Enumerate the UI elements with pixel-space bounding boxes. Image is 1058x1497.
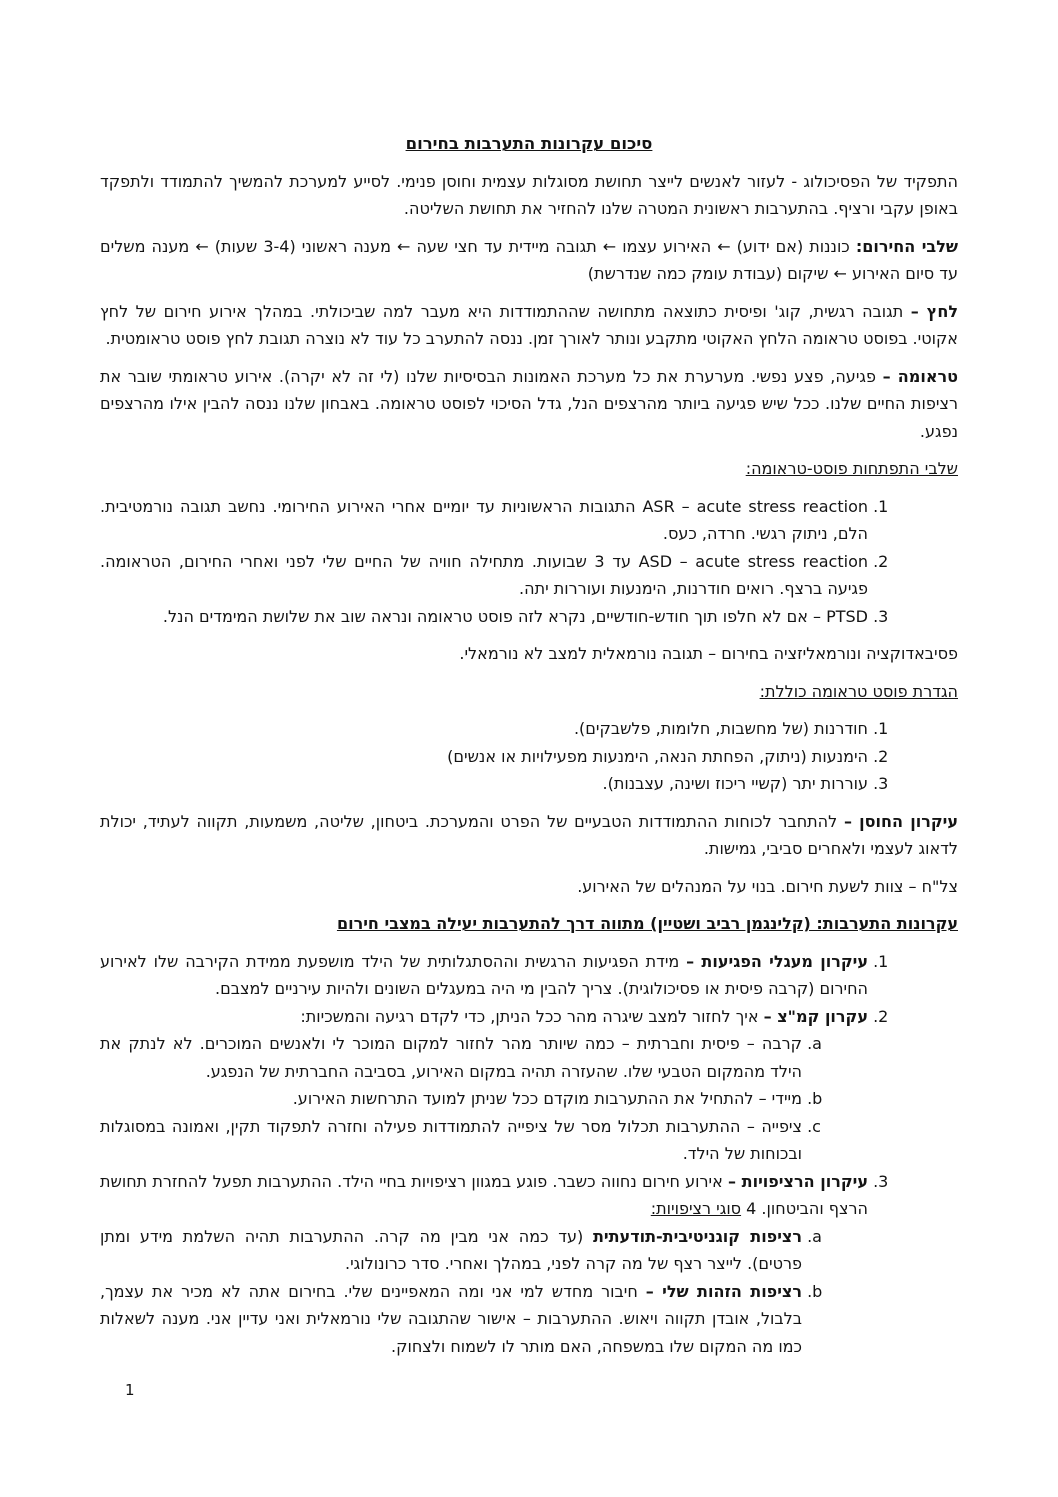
ptsd-development-heading: שלבי התפתחות פוסט-טראומה: [745, 459, 958, 478]
list-item [100, 1030, 802, 1085]
sub-item-lead: רציפות קוגניטיבית-תודעתית [592, 1226, 802, 1246]
paragraph-text: כוננות (אם ידוע) ← האירוע עצמו ← תגובה מיידית עד חצי שעה ← מענה ראשוני (3-4 שעות) ← מענה משלים עד סיום האירוע ← שיקום (עבודת עומק כמה שנדרשת) [100, 236, 958, 283]
list-item [100, 1278, 802, 1361]
list-item [100, 1085, 802, 1113]
principle-text: אירוע חירום נחווה כשבר. פוגע במגוון רציפויות בחיי הילד. ההתערבות תפעל להחזרת תחושת הרצף והביטחון. 4 [100, 1171, 868, 1218]
paragraph-text: להתחבר לכוחות ההתמודדות הטבעיים של הפרט והמערכת. ביטחון, שליטה, משמעות, תקווה לעתיד, יכולת לדאוג לעצמי ולאחרים סביבי, גמישות. [100, 811, 958, 858]
principle-text: מידת הפגיעות הרגשית וההסתגלותית של הילד מושפעת ממידת הקירבה שלו לאירוע החירום (קרבה פיסית או פסיכולוגית). צריך להבין מי היה במעגלים השונים ולהיות עירניים למצבם. [100, 951, 868, 998]
list-item-text: חודרנות (של מחשבות, חלומות, פלשבקים). [573, 719, 868, 738]
continuities-sub-list [100, 1223, 868, 1361]
list-item [100, 1003, 868, 1168]
principle-lead: עיקרון הרציפויות – [728, 1171, 868, 1191]
trauma-definition-paragraph [100, 363, 958, 446]
principle-lead: עקרון קמ"צ – [763, 1006, 868, 1026]
list-item-text: עוררות יתר (קשיי ריכוז ושינה, עצבנות). [602, 774, 868, 793]
list-item [100, 493, 868, 548]
list-item [100, 1113, 802, 1168]
emergency-stages-paragraph [100, 233, 958, 288]
stress-definition-paragraph [100, 298, 958, 353]
sub-item-text: (עד כמה אני מבין מה קרה. ההתערבות תהיה השלמת מידע ומתן פרטים). לייצר רצף של מה קרה לפני, במהלך ואחרי. סדר כרונולוגי. [100, 1226, 802, 1273]
sub-item-lead: רציפות הזהות שלי – [645, 1281, 802, 1301]
document-title: סיכום עקרונות התערבות בחירום [405, 134, 653, 153]
list-item [100, 548, 868, 603]
list-item-text: PTSD – אם לא חלפו תוך חודש-חודשיים, נקרא לזה פוסט טראומה ונראה שוב את שלושת המימדים הנל. [162, 606, 868, 626]
kamatz-sub-list [100, 1030, 868, 1168]
paragraph-text: פגיעה, פצע נפשי. מערערת את כל מערכת האמונות הבסיסיות שלנו (לי זה לא יקרה). אירוע טראומתי שובר את רציפות החיים שלנו. ככל שיש פגיעה ביותר מהרצפים הנל, גדל הסיכוי לפוסט טראומה. באבחון שלנו ננסה להבין אילו מהרצפים נפגע. [100, 366, 958, 441]
paragraph-lead: טראומה – [882, 366, 959, 386]
ptsd-definition-heading: הגדרת פוסט טראומה כוללת: [759, 681, 958, 701]
list-item [100, 770, 868, 798]
sub-item-text: ציפייה – ההתערבות תכלול מסר של ציפייה להתמודדות פעילה וחזרה לתפקוד תקין, ואמונה במסוגלות ובכוחות של הילד. [100, 1116, 802, 1163]
sub-item-text: חיבור מחדש למי אני ומה המאפיינים שלי. בחירום אתה לא מכיר את עצמך, בלבול, אובדן תקווה ויאוש. ההתערבות – אישור שהתגובה שלי נורמאלית ואני עדיין אני. מענה לשאלות כמו מה המקום שלו במשפחה, האם מותר לו לשמוח ולצחוק. [100, 1281, 802, 1356]
psychoeducation-note: פסיבאדוקציה ונורמאליזציה בחירום – תגובה נורמאלית למצב לא נורמאלי. [459, 644, 958, 663]
list-item [100, 715, 868, 743]
ptsd-development-list [100, 493, 958, 631]
list-item [100, 1223, 802, 1278]
principle-text: איך לחזור למצב שיגרה מהר ככל הניתן, כדי לקדם רגיעה והמשכיות: [300, 1006, 764, 1026]
list-item [100, 948, 868, 1003]
paragraph-lead: לחץ – [910, 301, 958, 321]
list-item-text: ASD – acute stress reaction עד 3 שבועות. מתחילה חוויה של החיים שלי לפני ואחרי החירום, הטראומה. פגיעה ברצף. רואים חודרנות, הימנעות ועוררות יתה. [100, 551, 868, 598]
ptsd-definition-list [100, 715, 958, 798]
list-item-text: ASR – acute stress reaction התגובות הראשוניות עד יומיים אחרי האירוע החירומי. נחשב תגובה נורמטיבית. הלם, ניתוק רגשי. חרדה, כעס. [100, 496, 868, 543]
list-item [100, 743, 868, 771]
resilience-principle-paragraph [100, 808, 958, 863]
principle-lead: עיקרון מעגלי הפגיעות – [686, 951, 869, 971]
sub-item-text: קרבה – פיסית וחברתית – כמה שיותר מהר לחזור למקום המוכר לי ולאנשים המוכרים. לא לנתק את הילד מהמקום הטבעי שלו. שהעזרה תהיה במקום האירוע, בסביבה החברתית של הנפגע. [100, 1034, 802, 1081]
paragraph-lead: שלבי החירום: [855, 236, 959, 256]
emergency-team-paragraph: צל"ח – צוות לשעת חירום. בנוי על המנהלים של האירוע. [577, 876, 958, 896]
list-item-text: הימנעות (ניתוק, הפחתת הנאה, הימנעות מפעילויות או אנשים) [447, 746, 868, 766]
intro-paragraph: התפקיד של הפסיכולוג - לעזור לאנשים לייצר תחושת מסוגלות עצמית וחוסן פנימי. לסייע למערכת להמשיך להתמודד ולתפקד באופן עקבי ורציף. בהתערבות ראשונית המטרה שלנו להחזיר את תחושת השליטה. [100, 171, 958, 218]
list-item [100, 603, 868, 631]
paragraph-text: תגובה רגשית, קוג' ופיסית כתוצאה מתחושה שההתמודדות היא מעבר למה שביכולתי. במהלך אירוע חירום של לחץ אקוטי. בפוסט טראומה הלחץ האקוטי מתקבע ונותר לאורך זמן. ננסה להתערב כל עוד לא נוצרה תגובת לחץ פוסט טראומטית. [100, 301, 958, 348]
list-item [100, 1168, 868, 1361]
intervention-principles-list [100, 948, 958, 1361]
sub-item-text: מיידי – להתחיל את ההתערבות מוקדם ככל שניתן למועד התרחשות האירוע. [292, 1089, 802, 1108]
principle-text-underlined: סוגי רציפויות: [650, 1199, 742, 1218]
paragraph-lead: עיקרון החוסן – [843, 811, 959, 831]
page-number: 1 [125, 1381, 135, 1399]
intervention-principles-heading: עקרונות התערבות: (קלינגמן רביב ושטיין) מתווה דרך להתערבות יעילה במצבי חירום [336, 914, 958, 933]
